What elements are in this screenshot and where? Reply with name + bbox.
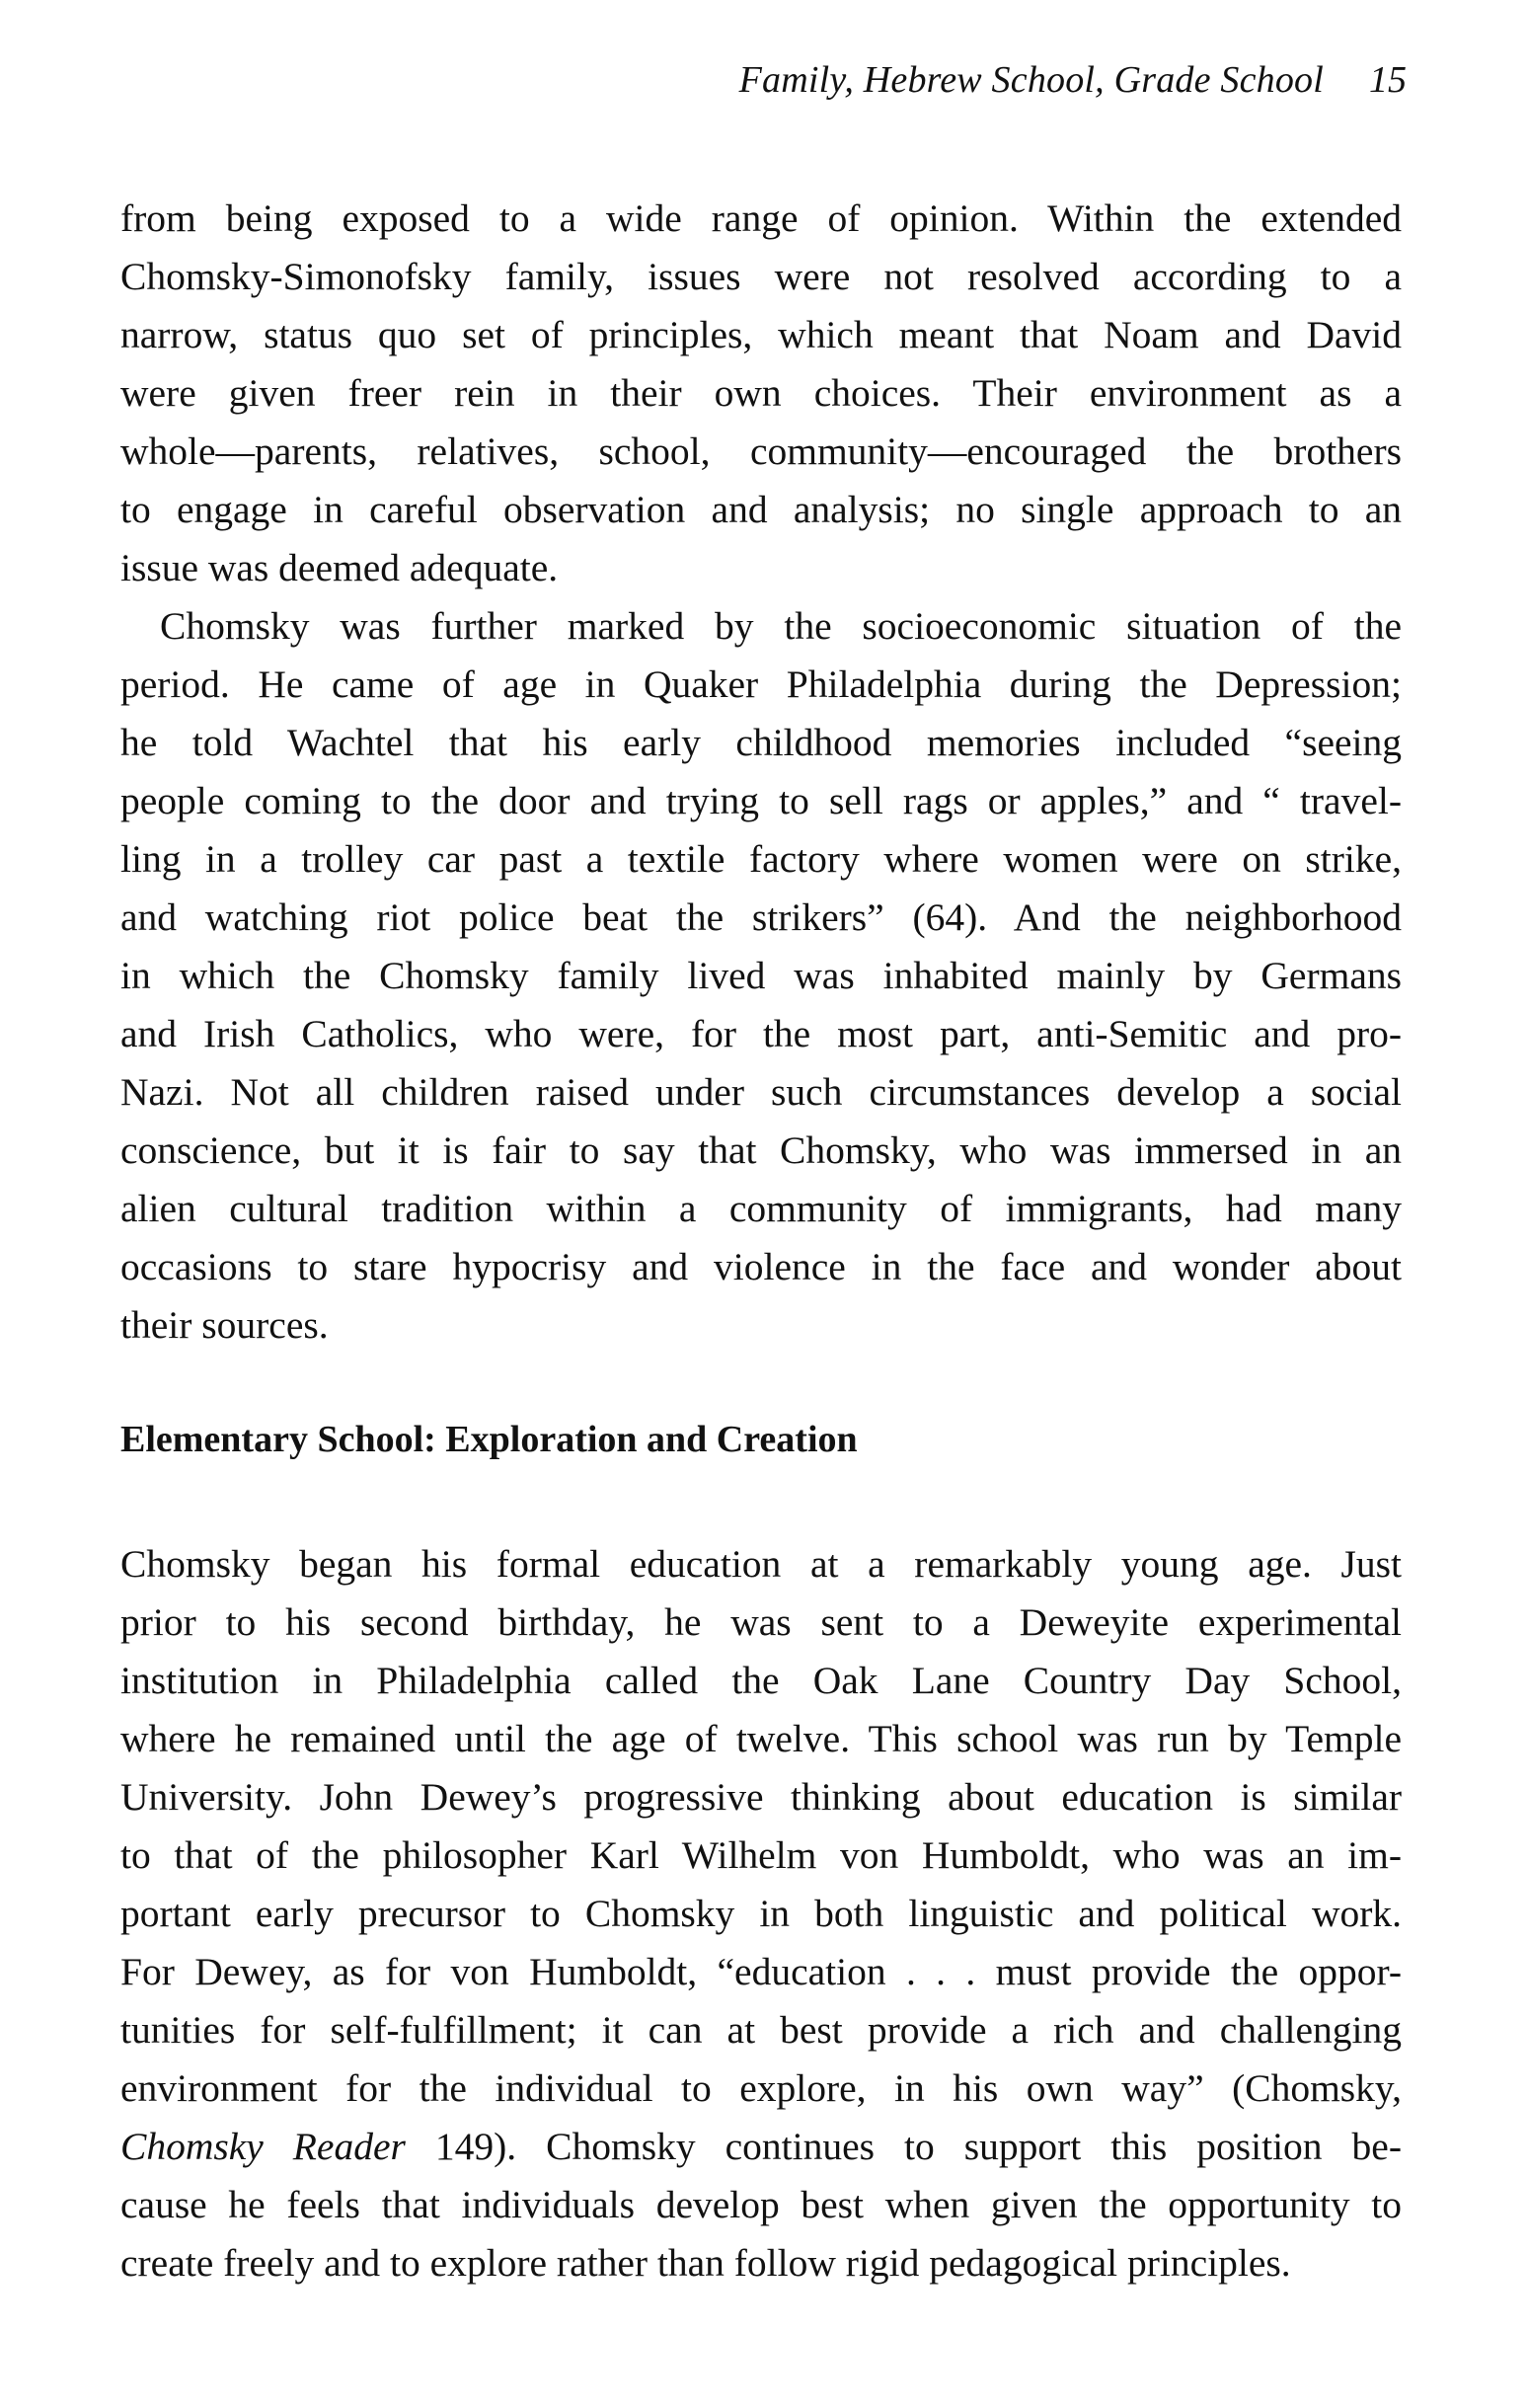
text-line: Nazi. Not all children raised under such circumstances develop a social xyxy=(120,1070,1402,1114)
text-line: portant early precursor to Chomsky in both linguistic and political work. xyxy=(120,1892,1402,1935)
text-line: where he remained until the age of twelve. This school was run by Temple xyxy=(120,1717,1402,1760)
text-line: whole—parents, relatives, school, community—encouraged the brothers xyxy=(120,429,1402,473)
text-line: occasions to stare hypocrisy and violence in the face and wonder about xyxy=(120,1245,1402,1288)
section-heading: Elementary School: Exploration and Creation xyxy=(120,1419,858,1460)
running-head xyxy=(120,57,1407,103)
text-line: narrow, status quo set of principles, which meant that Noam and David xyxy=(120,313,1402,356)
citation-title: Chomsky Reader xyxy=(120,2125,406,2168)
page-number: 15 xyxy=(1369,59,1407,101)
text-line: Chomsky began his formal education at a remarkably young age. Just xyxy=(120,1542,1402,1586)
text-line: create freely and to explore rather than follow rigid pedagogical principles. xyxy=(120,2241,1291,2285)
text-line: alien cultural tradition within a community of immigrants, had many xyxy=(120,1187,1402,1230)
text-line: he told Wachtel that his early childhood memories included “seeing xyxy=(120,721,1402,764)
paragraph-1 xyxy=(120,190,1402,597)
text-line: ling in a trolley car past a textile factory where women were on strike, xyxy=(120,837,1402,881)
text-line: Chomsky-Simonofsky family, issues were not resolved according to a xyxy=(120,255,1402,298)
text-line: prior to his second birthday, he was sent to a Deweyite experimental xyxy=(120,1600,1402,1644)
running-head-title: Family, Hebrew School, Grade School xyxy=(738,59,1324,101)
text-line: in which the Chomsky family lived was inhabited mainly by Germans xyxy=(120,954,1402,997)
text-line: environment for the individual to explore, in his own way” (Chomsky, xyxy=(120,2066,1402,2110)
text-line: from being exposed to a wide range of opinion. Within the extended xyxy=(120,196,1402,240)
text-line: cause he feels that individuals develop best when given the opportunity to xyxy=(120,2183,1402,2226)
text-line: to that of the philosopher Karl Wilhelm von Humboldt, who was an im- xyxy=(120,1833,1402,1877)
text-line: and Irish Catholics, who were, for the most part, anti-Semitic and pro- xyxy=(120,1012,1402,1055)
text-line: to engage in careful observation and analysis; no single approach to an xyxy=(120,488,1402,531)
text-line: conscience, but it is fair to say that Chomsky, who was immersed in an xyxy=(120,1128,1402,1172)
text-line: Chomsky was further marked by the socioeconomic situation of the xyxy=(160,604,1402,648)
text-line xyxy=(120,2118,1402,2176)
text-line: were given freer rein in their own choices. Their environment as a xyxy=(120,371,1402,415)
text-line: institution in Philadelphia called the Oak Lane Country Day School, xyxy=(120,1659,1402,1702)
text-line: For Dewey, as for von Humboldt, “education . . . must provide the oppor- xyxy=(120,1950,1402,1993)
text-line: their sources. xyxy=(120,1303,329,1347)
citation-rest: 149). Chomsky continues to support this position be- xyxy=(405,2125,1402,2168)
text-line: tunities for self-fulfillment; it can at best provide a rich and challenging xyxy=(120,2008,1402,2052)
text-line: issue was deemed adequate. xyxy=(120,546,559,589)
text-line: period. He came of age in Quaker Philadelphia during the Depression; xyxy=(120,662,1402,706)
text-line: and watching riot police beat the strikers” (64). And the neighborhood xyxy=(120,895,1402,939)
text-line: University. John Dewey’s progressive thinking about education is similar xyxy=(120,1775,1402,1819)
paragraph-2 xyxy=(120,597,1402,1355)
text-line: people coming to the door and trying to sell rags or apples,” and “ travel- xyxy=(120,779,1402,822)
paragraph-3 xyxy=(120,1535,1402,2292)
